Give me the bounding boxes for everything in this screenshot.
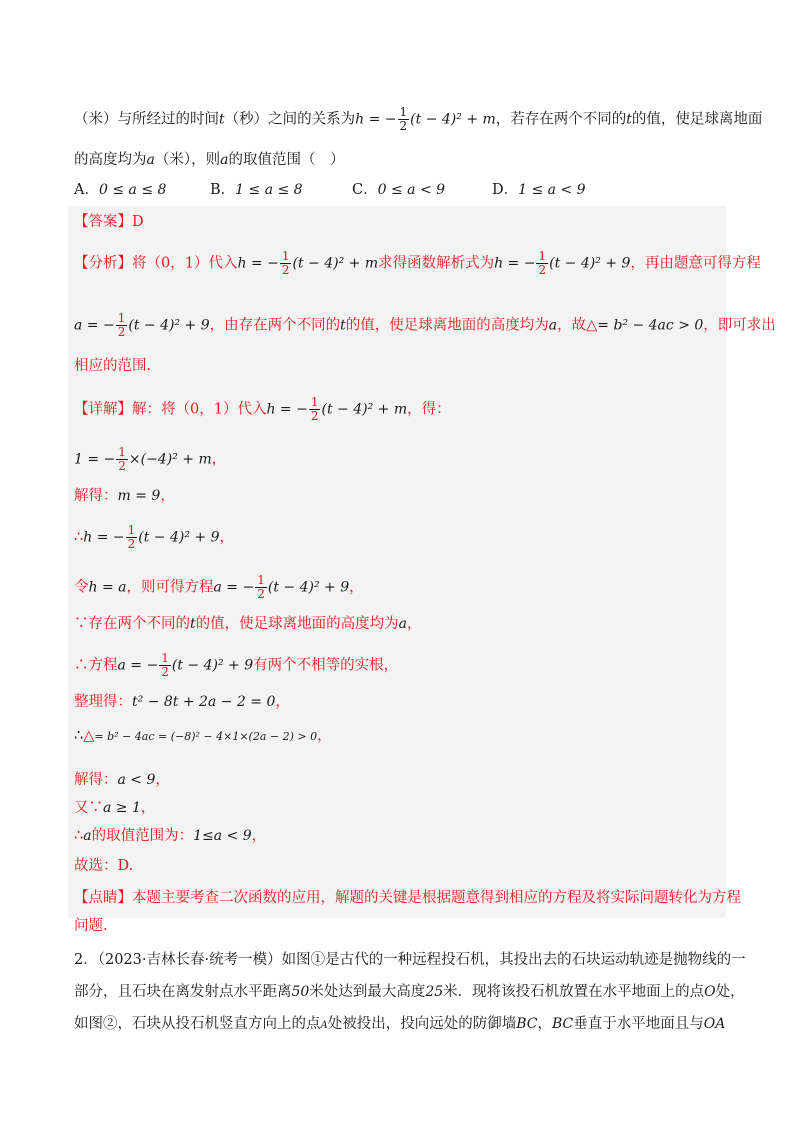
step-8: ∴△= b² − 4ac = (−8)² − 4×1×(2a − 2) > 0，	[74, 728, 332, 744]
step-6: ∴方程a = − $\frac{1}{2}$ (t − 4)² + 9有两个不相等的实根，	[74, 651, 399, 679]
analysis-line2: a = − $\frac{1}{2}$ (t − 4)² + 9，由存在两个不同的t的值，使足球离地面的高度均为a，故△= b² − 4ac > 0，即可求出	[74, 311, 776, 339]
comment-line2: 问题.	[74, 918, 108, 934]
step-1: 1 = − $\frac{1}{2}$ ×(−4)² + m，	[74, 445, 227, 473]
step-3: ∴h = − $\frac{1}{2}$ (t − 4)² + 9，	[74, 523, 235, 551]
comment-line1: 【点睛】本题主要考查二次函数的应用，解题的关键是根据题意得到相应的方程及将实际问题转化为方程	[74, 890, 741, 906]
step-11: ∴a的取值范围为：1≤a < 9，	[74, 828, 267, 844]
step-4: 令h = a，则可得方程a = − $\frac{1}{2}$ (t − 4)² + 9，	[74, 573, 364, 601]
option-d: D．1 ≤ a < 9	[492, 182, 586, 198]
option-b: B．1 ≤ a ≤ 8	[210, 182, 303, 198]
step-10: 又∵a ≥ 1，	[74, 800, 156, 816]
detail-line1: 【详解】解：将（0，1）代入h = − $\frac{1}{2}$ (t − 4)² + m，得：	[74, 395, 451, 423]
q1-line1: （米）与所经过的时间t（秒）之间的关系为h = − $\frac{1}{2}$ (t − 4)² + m，若存在两个不同的t的值，使足球离地面	[74, 105, 763, 133]
q2-line2: 部分，且石块在离发射点水平距离50米处达到最大高度25米．现将该投石机放置在水平地面上的点O处，	[74, 984, 745, 1000]
step-5: ∵存在两个不同的t的值，使足球离地面的高度均为a，	[74, 616, 422, 632]
step-2: 解得：m = 9，	[74, 488, 175, 504]
q2-line1: 2．（2023·吉林长春·统考一模）如图①是古代的一种远程投石机，其投出去的石块运动轨迹是抛物线的一	[74, 952, 746, 968]
step-7: 整理得：t² − 8t + 2a − 2 = 0，	[74, 694, 290, 710]
option-c: C．0 ≤ a < 9	[352, 182, 446, 198]
step-12: 故选：D.	[74, 858, 134, 874]
step-9: 解得：a < 9，	[74, 772, 170, 788]
analysis-line1: 【分析】将（0，1）代入h = − $\frac{1}{2}$ (t − 4)² + m求得函数解析式为h = − $\frac{1}{2}$ (t − 4)² + 9，再由题意可得方程	[74, 249, 761, 277]
q2-line3: 如图②，石块从投石机竖直方向上的点A处被投出，投向远处的防御墙BC，BC垂直于水平地面且与OA	[74, 1016, 726, 1032]
analysis-line3: 相应的范围.	[74, 358, 152, 374]
answer-label: 【答案】D	[74, 214, 144, 230]
fraction: $\frac{1}{2}$	[399, 105, 408, 133]
q1-line2: 的高度均为a（米），则a的取值范围（ ）	[74, 152, 345, 168]
option-a: A．0 ≤ a ≤ 8	[74, 182, 167, 198]
